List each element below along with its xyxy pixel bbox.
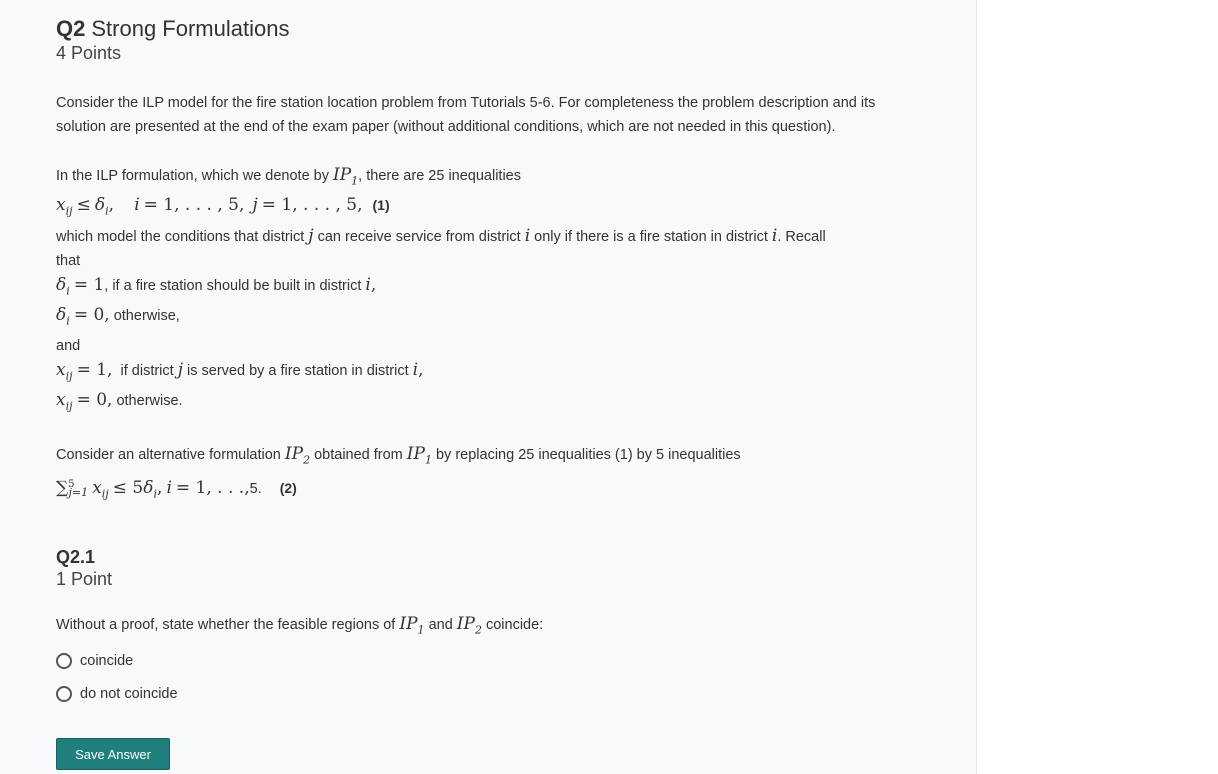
alternative-formulation-text: Consider an alternative formulation $IP_2$ obtained from $IP_1$ by replacing 25 inequalities (1) by 5 inequalities xyxy=(56,444,741,467)
equation-2-label: (2) xyxy=(279,479,297,496)
radio-do-not-coincide[interactable] xyxy=(56,686,72,702)
question-points: 4 Points xyxy=(56,43,122,63)
subquestion-prompt: Without a proof, state whether the feasible regions of $IP_1$ and $IP_2$ coincide: xyxy=(56,613,544,637)
question-number: Q2 xyxy=(56,16,86,41)
conditions-text: which model the conditions that district j can receive service from district i only if there is a fire station in district i. Recall xyxy=(56,225,826,246)
ip1-math: $IP_1$ xyxy=(333,165,359,188)
save-answer-button[interactable]: Save Answer xyxy=(56,738,170,770)
equation-1: $x_{ij} \le \delta_i$, i = 1, . . . , 5, j = 1, . . . , 5, (1) xyxy=(56,195,390,218)
and-text: and xyxy=(56,337,81,354)
subquestion-number: Q2.1 xyxy=(56,546,96,567)
question-content xyxy=(56,16,916,770)
equation-2: ∑$^5_{j=1}$ $x_{ij} \le 5\delta_i$, i = 1, . . .,5. (2) xyxy=(56,477,297,500)
question-title xyxy=(56,16,916,42)
option-coincide[interactable] xyxy=(56,648,916,673)
x-equals-zero: $x_{ij} = 0$, otherwise. xyxy=(56,389,183,413)
x-equals-one: $x_{ij} = 1$, if district j is served by a fire station in district i, xyxy=(56,359,424,382)
question-title-text: Strong Formulations xyxy=(91,16,290,41)
that-text: that xyxy=(56,252,81,269)
formulation-line: In the ILP formulation, which we denote by $IP_1$, there are 25 inequalities xyxy=(56,165,521,188)
option-do-not-coincide[interactable] xyxy=(56,681,916,706)
subquestion-points: 1 Point xyxy=(56,568,113,589)
question-intro: Consider the ILP model for the fire station location problem from Tutorials 5-6. For completeness the problem description and its solution are presented at the end of the exam paper (without additional conditions, which are not needed in this question). xyxy=(56,95,876,135)
option-label: coincide xyxy=(80,652,134,669)
equation-1-label: (1) xyxy=(372,197,390,214)
answer-options xyxy=(56,648,916,706)
radio-coincide[interactable] xyxy=(56,653,72,669)
delta-equals-one: $\delta_i = 1$, if a fire station should be built in district i, xyxy=(56,274,377,298)
option-label: do not coincide xyxy=(80,685,178,702)
delta-equals-zero: $\delta_i = 0$, otherwise, xyxy=(56,305,180,328)
